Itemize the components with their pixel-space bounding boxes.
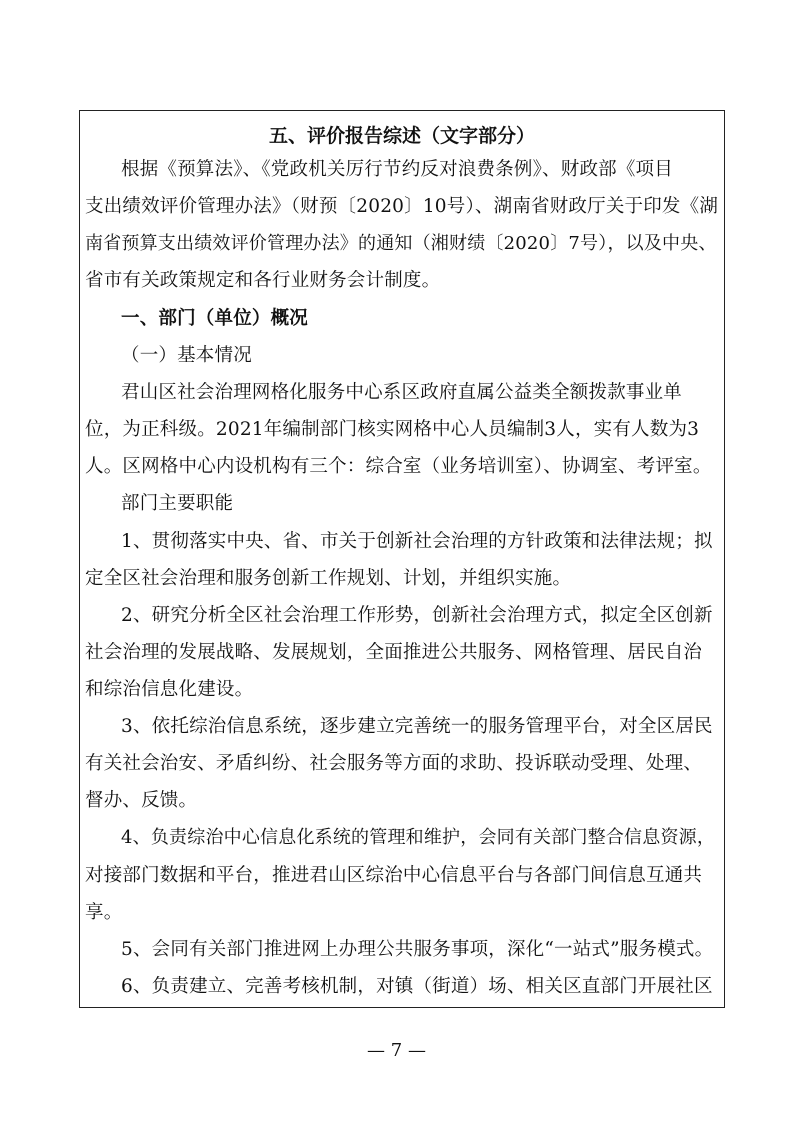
content-frame bbox=[79, 110, 725, 1008]
page-number: — 7 — bbox=[367, 1040, 426, 1061]
paragraph-line: 督办、反馈。 bbox=[85, 790, 198, 811]
paragraph-line: 支出绩效评价管理办法》（财预〔2020〕10号）、湖南省财政厅关于印发《湖 bbox=[85, 196, 719, 217]
paragraph-line: 对接部门数据和平台，推进君山区综治中心信息平台与各部门间信息互通共 bbox=[85, 865, 703, 886]
paragraph-line: 4、负责综治中心信息化系统的管理和维护，会同有关部门整合信息资源， bbox=[121, 827, 716, 848]
subsection-heading: （一）基本情况 bbox=[121, 345, 252, 366]
paragraph-line: 6、负责建立、完善考核机制，对镇（街道）场、相关区直部门开展社区 bbox=[121, 976, 713, 997]
paragraph-line: 3、依托综治信息系统，逐步建立完善统一的服务管理平台，对全区居民 bbox=[121, 716, 713, 737]
paragraph-line: 根据《预算法》、《党政机关厉行节约反对浪费条例》、财政部《项目 bbox=[121, 159, 673, 180]
paragraph-line: 人。区网格中心内设机构有三个：综合室（业务培训室）、协调室、考评室。 bbox=[85, 456, 712, 477]
subsection-heading: 部门主要职能 bbox=[121, 493, 234, 514]
section-title: 五、评价报告综述（文字部分） bbox=[268, 125, 535, 147]
paragraph-line: 南省预算支出绩效评价管理办法》的通知（湘财绩〔2020〕7号），以及中央、 bbox=[85, 233, 717, 254]
paragraph-line: 省市有关政策规定和各行业财务会计制度。 bbox=[85, 270, 441, 291]
paragraph-line: 1、贯彻落实中央、省、市关于创新社会治理的方针政策和法律法规；拟 bbox=[121, 531, 713, 552]
paragraph-line: 社会治理的发展战略、发展规划，全面推进公共服务、网格管理、居民自治 bbox=[85, 642, 703, 663]
paragraph-line: 有关社会治安、矛盾纠纷、社会服务等方面的求助、投诉联动受理、处理、 bbox=[85, 753, 703, 774]
section-heading: 一、部门（单位）概况 bbox=[121, 308, 309, 329]
paragraph-line: 定全区社会治理和服务创新工作规划、计划，并组织实施。 bbox=[85, 568, 572, 589]
paragraph-line: 5、会同有关部门推进网上办理公共服务事项，深化“一站式”服务模式。 bbox=[121, 939, 714, 960]
paragraph-line: 位，为正科级。2021年编制部门核实网格中心人员编制3人，实有人数为3 bbox=[85, 419, 700, 440]
paragraph-line: 和综治信息化建设。 bbox=[85, 679, 254, 700]
paragraph-line: 君山区社会治理网格化服务中心系区政府直属公益类全额拨款事业单 bbox=[121, 382, 683, 403]
paragraph-line: 享。 bbox=[85, 902, 123, 923]
paragraph-line: 2、研究分析全区社会治理工作形势，创新社会治理方式，拟定全区创新 bbox=[121, 605, 713, 626]
